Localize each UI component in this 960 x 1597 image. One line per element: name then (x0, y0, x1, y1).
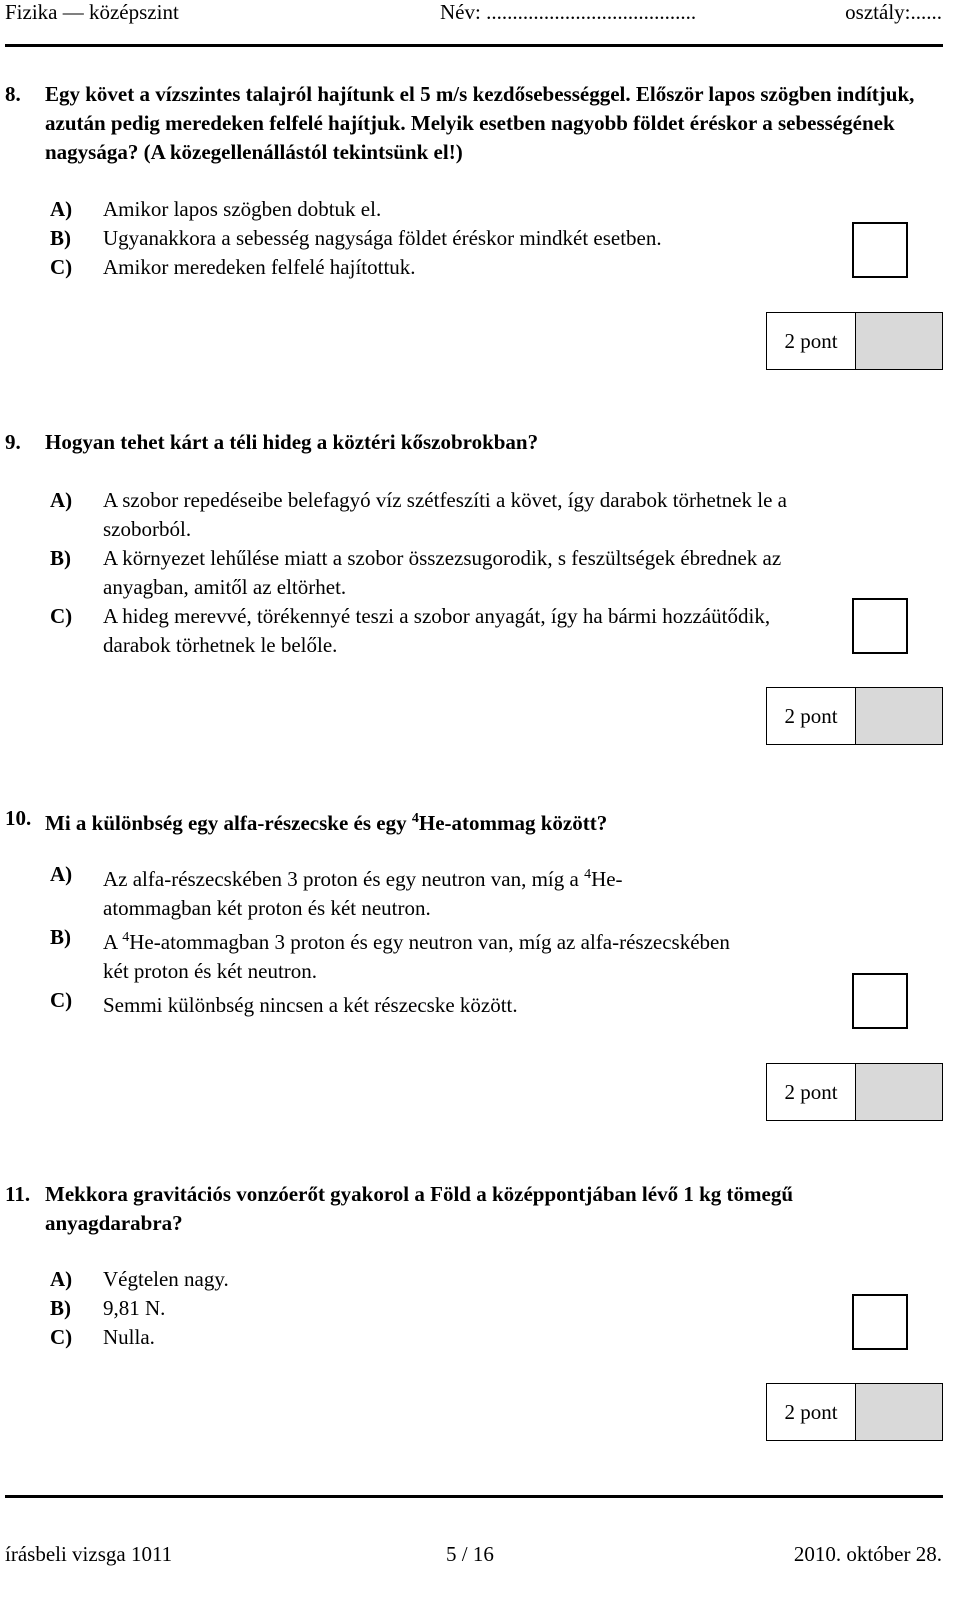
answer-box-10[interactable] (852, 973, 908, 1029)
footer-divider (5, 1495, 943, 1498)
option-a: A) Végtelen nagy. (50, 1267, 229, 1291)
question-text: Egy követ a vízszintes talajról hajítunk el 5 m/s kezdősebességgel. Először lapos szögben indítjuk, azután pedig meredeken felfelé hajítjuk. Melyik esetben nagyobb földet éréskor a sebességének nagysága? (A közegellenállástól tekintsünk el!) (45, 82, 915, 164)
points-box-9 (766, 687, 943, 745)
question-text: Mi a különbség egy alfa-részecske és egy $^4$He-atommag között? (45, 811, 608, 835)
score-field[interactable] (856, 313, 942, 369)
option-b: B) A $^4$He-atommagban 3 proton és egy neutron van, míg az alfa-részecskében két proton és két neutron. (50, 925, 730, 983)
score-field[interactable] (856, 1384, 942, 1440)
answer-box-9[interactable] (852, 598, 908, 654)
question-number: 9. (5, 430, 21, 454)
question-text: Hogyan tehet kárt a téli hideg a köztéri kőszobrokban? (45, 430, 539, 454)
options-11 (50, 1265, 229, 1352)
page-header (0, 0, 960, 30)
answer-box-8[interactable] (852, 222, 908, 278)
points-box-8 (766, 312, 943, 370)
options-10 (50, 860, 730, 1020)
option-a: A) Amikor lapos szögben dobtuk el. (50, 197, 382, 221)
question-text: Mekkora gravitációs vonzóerőt gyakorol a Föld a középpontjában lévő 1 kg tömegű anyagdarabra? (45, 1182, 794, 1235)
exam-label: írásbeli vizsga 1011 (5, 1542, 173, 1566)
option-b: B) 9,81 N. (50, 1296, 166, 1320)
option-a: A) Az alfa-részecskében 3 proton és egy neutron van, míg a $^4$He-atommagban két proton és két neutron. (50, 862, 623, 920)
option-c: C) Nulla. (50, 1325, 155, 1349)
question-number: 8. (5, 82, 21, 106)
points-box-11 (766, 1383, 943, 1441)
points-label: 2 pont (767, 688, 856, 744)
option-a: A) A szobor repedéseibe belefagyó víz szétfeszíti a követ, így darabok törhetnek le a szoborból. (50, 488, 787, 541)
points-label: 2 pont (767, 1064, 856, 1120)
answer-box-11[interactable] (852, 1294, 908, 1350)
points-box-10 (766, 1063, 943, 1121)
options-8 (50, 195, 662, 282)
name-field: Név: ........................................ (440, 0, 697, 24)
option-b: B) Ugyanakkora a sebesség nagysága földet éréskor mindkét esetben. (50, 226, 662, 250)
points-label: 2 pont (767, 1384, 856, 1440)
option-c: C) A hideg merevvé, törékennyé teszi a szobor anyagát, így ha bármi hozzáütődik, darabok törhetnek le belőle. (50, 604, 771, 657)
exam-date: 2010. október 28. (793, 1542, 942, 1566)
option-b: B) A környezet lehűlése miatt a szobor összezsugorodik, s feszültségek ébrednek az anyagban, amitől az eltörhet. (50, 546, 782, 599)
page-number: 5 / 16 (446, 1542, 494, 1566)
class-field: osztály:...... (845, 0, 942, 24)
option-c: C) Amikor meredeken felfelé hajítottuk. (50, 255, 416, 279)
option-c: C) Semmi különbség nincsen a két részecske között. (50, 988, 518, 1017)
score-field[interactable] (856, 1064, 942, 1120)
options-9 (50, 486, 790, 660)
question-number: 11. (5, 1182, 31, 1206)
question-number: 10. (5, 806, 32, 830)
subject-label: Fizika — középszint (5, 0, 179, 24)
header-divider (5, 44, 943, 47)
score-field[interactable] (856, 688, 942, 744)
points-label: 2 pont (767, 313, 856, 369)
